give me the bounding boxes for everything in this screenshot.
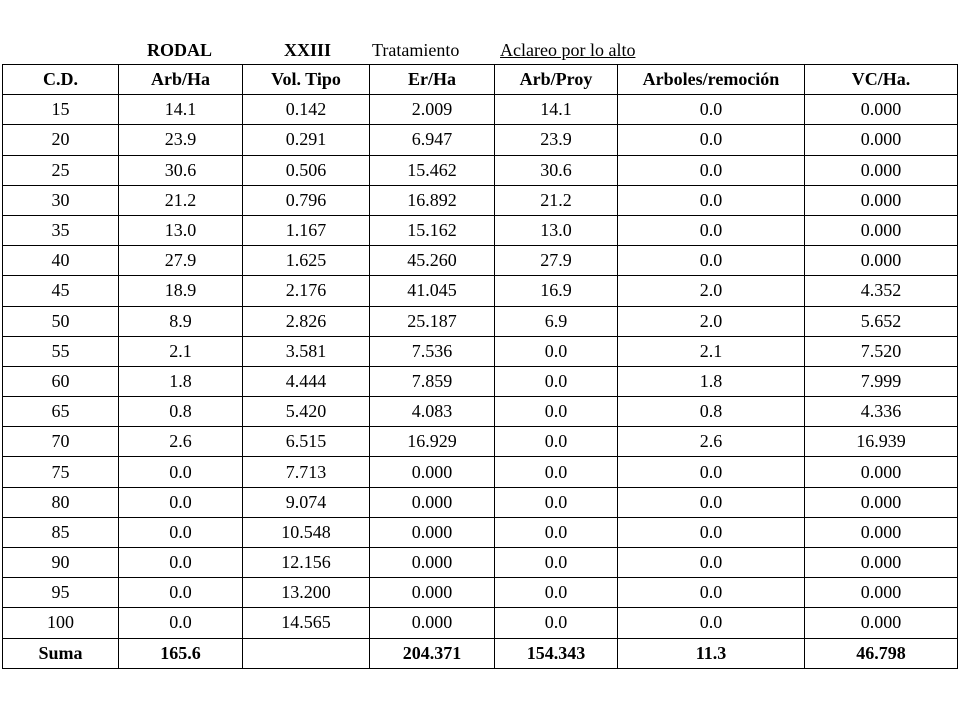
cell-arb-ha: 13.0	[119, 215, 243, 245]
cell-vc-ha: 16.939	[805, 427, 958, 457]
table-row	[3, 578, 958, 608]
table-row	[3, 95, 958, 125]
table-body	[3, 95, 958, 669]
cell-vc-ha: 0.000	[805, 246, 958, 276]
column-header-vc-ha: VC/Ha.	[805, 65, 958, 95]
cell-arb-proy: 23.9	[495, 125, 618, 155]
cell-vol-tipo: 13.200	[243, 578, 370, 608]
column-header-vol-tipo: Vol. Tipo	[243, 65, 370, 95]
cell-cd: 75	[3, 457, 119, 487]
cell-er-ha: 45.260	[370, 246, 495, 276]
cell-er-ha: 0.000	[370, 457, 495, 487]
table-row	[3, 185, 958, 215]
cell-vc-ha: 0.000	[805, 185, 958, 215]
cell-arb-proy: 30.6	[495, 155, 618, 185]
cell-arb-ha: 0.0	[119, 487, 243, 517]
cell-cd: 25	[3, 155, 119, 185]
cell-er-ha: 0.000	[370, 487, 495, 517]
cell-arboles-remocion: 2.0	[618, 306, 805, 336]
cell-vc-ha: 4.336	[805, 397, 958, 427]
cell-arboles-remocion: 0.8	[618, 397, 805, 427]
sum-cell-arboles-remocion: 11.3	[618, 638, 805, 668]
cell-er-ha: 41.045	[370, 276, 495, 306]
table-row	[3, 517, 958, 547]
cell-arb-ha: 0.0	[119, 608, 243, 638]
table-row	[3, 427, 958, 457]
cell-arboles-remocion: 0.0	[618, 608, 805, 638]
cell-cd: 85	[3, 517, 119, 547]
treatment-label: Tratamiento	[372, 40, 460, 60]
cell-arb-proy: 0.0	[495, 578, 618, 608]
table-row	[3, 246, 958, 276]
cell-vc-ha: 4.352	[805, 276, 958, 306]
cell-cd: 65	[3, 397, 119, 427]
cell-cd: 40	[3, 246, 119, 276]
cell-arboles-remocion: 0.0	[618, 155, 805, 185]
cell-vol-tipo: 9.074	[243, 487, 370, 517]
cell-arboles-remocion: 0.0	[618, 246, 805, 276]
cell-cd: 95	[3, 578, 119, 608]
cell-arboles-remocion: 0.0	[618, 487, 805, 517]
cell-arb-ha: 27.9	[119, 246, 243, 276]
cell-arb-ha: 0.0	[119, 457, 243, 487]
cell-arb-ha: 0.0	[119, 548, 243, 578]
cell-vol-tipo: 1.167	[243, 215, 370, 245]
table-row	[3, 215, 958, 245]
cell-arb-proy: 0.0	[495, 397, 618, 427]
cell-er-ha: 15.462	[370, 155, 495, 185]
cell-er-ha: 0.000	[370, 578, 495, 608]
cell-arb-proy: 0.0	[495, 427, 618, 457]
cell-arb-ha: 21.2	[119, 185, 243, 215]
cell-vol-tipo: 2.826	[243, 306, 370, 336]
cell-vol-tipo: 0.796	[243, 185, 370, 215]
cell-cd: 20	[3, 125, 119, 155]
cell-cd: 35	[3, 215, 119, 245]
cell-cd: 50	[3, 306, 119, 336]
cell-cd: 45	[3, 276, 119, 306]
cell-er-ha: 2.009	[370, 95, 495, 125]
column-header-arb-proy: Arb/Proy	[495, 65, 618, 95]
sum-cell-er-ha: 204.371	[370, 638, 495, 668]
cell-vc-ha: 0.000	[805, 548, 958, 578]
cell-cd: 30	[3, 185, 119, 215]
cell-vc-ha: 0.000	[805, 578, 958, 608]
cell-cd: 80	[3, 487, 119, 517]
cell-arboles-remocion: 0.0	[618, 215, 805, 245]
cell-vol-tipo: 2.176	[243, 276, 370, 306]
cell-cd: 15	[3, 95, 119, 125]
cell-arb-proy: 14.1	[495, 95, 618, 125]
column-header-arb-ha: Arb/Ha	[119, 65, 243, 95]
cell-arb-proy: 13.0	[495, 215, 618, 245]
cell-cd: 90	[3, 548, 119, 578]
cell-arboles-remocion: 2.6	[618, 427, 805, 457]
sum-cell-arb-ha: 165.6	[119, 638, 243, 668]
cell-arb-proy: 0.0	[495, 517, 618, 547]
cell-cd: 55	[3, 336, 119, 366]
cell-vc-ha: 7.999	[805, 366, 958, 396]
column-header-cd: C.D.	[3, 65, 119, 95]
cell-arb-proy: 6.9	[495, 306, 618, 336]
table-row	[3, 548, 958, 578]
table-row	[3, 155, 958, 185]
cell-er-ha: 0.000	[370, 517, 495, 547]
table-row	[3, 336, 958, 366]
sum-cell-arb-proy: 154.343	[495, 638, 618, 668]
cell-er-ha: 16.929	[370, 427, 495, 457]
cell-vol-tipo: 7.713	[243, 457, 370, 487]
table-row	[3, 366, 958, 396]
cell-arboles-remocion: 0.0	[618, 517, 805, 547]
cell-arb-ha: 1.8	[119, 366, 243, 396]
cell-vc-ha: 5.652	[805, 306, 958, 336]
cell-arb-ha: 0.0	[119, 517, 243, 547]
cell-cd: 70	[3, 427, 119, 457]
cell-arb-proy: 16.9	[495, 276, 618, 306]
cell-arboles-remocion: 0.0	[618, 578, 805, 608]
sum-cell-vol-tipo	[243, 638, 370, 668]
column-header-er-ha: Er/Ha	[370, 65, 495, 95]
table-row	[3, 125, 958, 155]
rodal-label: RODAL	[147, 40, 213, 60]
cell-er-ha: 4.083	[370, 397, 495, 427]
cell-vol-tipo: 0.506	[243, 155, 370, 185]
cell-er-ha: 0.000	[370, 608, 495, 638]
cell-arboles-remocion: 2.0	[618, 276, 805, 306]
cell-arb-proy: 0.0	[495, 487, 618, 517]
table-row	[3, 487, 958, 517]
cell-vol-tipo: 0.291	[243, 125, 370, 155]
cell-cd: 60	[3, 366, 119, 396]
stand-table	[2, 64, 958, 669]
table-row	[3, 457, 958, 487]
cell-arb-ha: 0.0	[119, 578, 243, 608]
cell-arboles-remocion: 0.0	[618, 457, 805, 487]
cell-arb-proy: 0.0	[495, 457, 618, 487]
rodal-value: XXIII	[284, 40, 332, 60]
cell-arb-proy: 27.9	[495, 246, 618, 276]
cell-arb-proy: 0.0	[495, 336, 618, 366]
cell-vc-ha: 0.000	[805, 95, 958, 125]
cell-vc-ha: 0.000	[805, 215, 958, 245]
cell-vc-ha: 0.000	[805, 457, 958, 487]
cell-vc-ha: 0.000	[805, 155, 958, 185]
column-header-arboles-remocion: Arboles/remoción	[618, 65, 805, 95]
cell-arboles-remocion: 0.0	[618, 548, 805, 578]
cell-arb-proy: 0.0	[495, 366, 618, 396]
cell-er-ha: 25.187	[370, 306, 495, 336]
cell-arb-ha: 8.9	[119, 306, 243, 336]
cell-vol-tipo: 0.142	[243, 95, 370, 125]
cell-vc-ha: 0.000	[805, 125, 958, 155]
cell-vc-ha: 0.000	[805, 517, 958, 547]
table-row	[3, 306, 958, 336]
cell-arb-ha: 18.9	[119, 276, 243, 306]
cell-arb-ha: 0.8	[119, 397, 243, 427]
cell-er-ha: 6.947	[370, 125, 495, 155]
table-header-row	[3, 65, 958, 95]
cell-arb-ha: 30.6	[119, 155, 243, 185]
cell-vc-ha: 7.520	[805, 336, 958, 366]
cell-arboles-remocion: 1.8	[618, 366, 805, 396]
cell-arboles-remocion: 2.1	[618, 336, 805, 366]
cell-er-ha: 15.162	[370, 215, 495, 245]
cell-arboles-remocion: 0.0	[618, 185, 805, 215]
cell-er-ha: 16.892	[370, 185, 495, 215]
cell-cd: 100	[3, 608, 119, 638]
sum-cell-vc-ha: 46.798	[805, 638, 958, 668]
cell-vc-ha: 0.000	[805, 608, 958, 638]
cell-vol-tipo: 1.625	[243, 246, 370, 276]
cell-vol-tipo: 10.548	[243, 517, 370, 547]
sum-cell-cd: Suma	[3, 638, 119, 668]
table-row	[3, 276, 958, 306]
cell-vol-tipo: 5.420	[243, 397, 370, 427]
table-row	[3, 397, 958, 427]
cell-arb-proy: 21.2	[495, 185, 618, 215]
cell-arboles-remocion: 0.0	[618, 125, 805, 155]
sum-row	[3, 638, 958, 668]
cell-arb-ha: 14.1	[119, 95, 243, 125]
cell-vol-tipo: 12.156	[243, 548, 370, 578]
cell-vol-tipo: 6.515	[243, 427, 370, 457]
cell-vol-tipo: 3.581	[243, 336, 370, 366]
cell-er-ha: 7.859	[370, 366, 495, 396]
cell-arb-ha: 2.1	[119, 336, 243, 366]
cell-arb-ha: 2.6	[119, 427, 243, 457]
cell-arb-proy: 0.0	[495, 548, 618, 578]
cell-er-ha: 0.000	[370, 548, 495, 578]
cell-vc-ha: 0.000	[805, 487, 958, 517]
cell-vol-tipo: 14.565	[243, 608, 370, 638]
cell-er-ha: 7.536	[370, 336, 495, 366]
cell-vol-tipo: 4.444	[243, 366, 370, 396]
cell-arb-ha: 23.9	[119, 125, 243, 155]
cell-arb-proy: 0.0	[495, 608, 618, 638]
treatment-value: Aclareo por lo alto	[500, 40, 636, 60]
table-row	[3, 608, 958, 638]
cell-arboles-remocion: 0.0	[618, 95, 805, 125]
